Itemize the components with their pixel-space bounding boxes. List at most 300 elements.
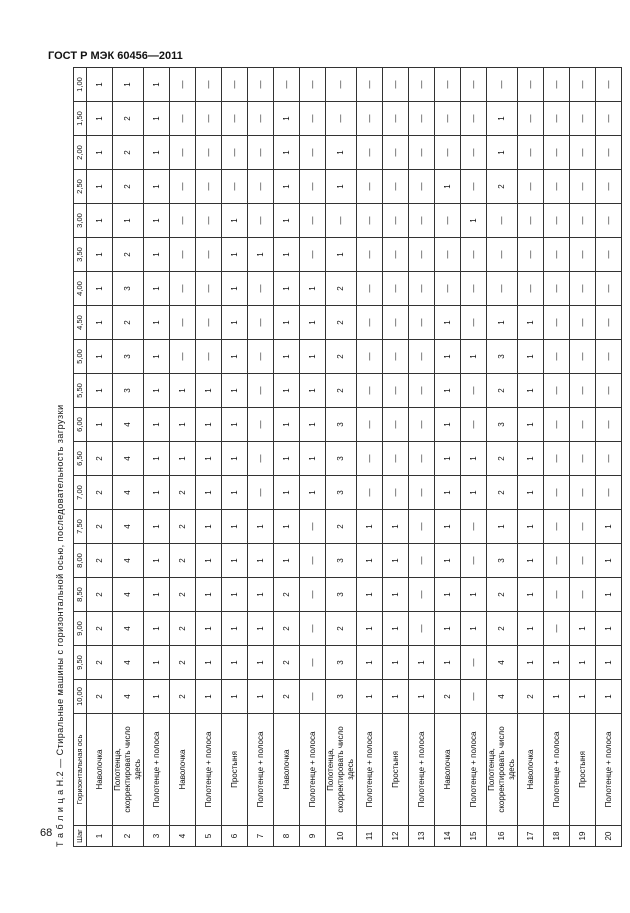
- count-cell: 4: [487, 680, 518, 714]
- count-cell: 2: [274, 680, 300, 714]
- count-cell: 1: [300, 272, 326, 306]
- table-row: [461, 68, 487, 847]
- count-cell: 1: [196, 476, 222, 510]
- count-cell: 2: [170, 646, 196, 680]
- count-cell: 2: [326, 272, 357, 306]
- count-cell: —: [383, 68, 409, 102]
- column-header-load: 2,00: [74, 136, 87, 170]
- document-header: ГОСТ Р МЭК 60456—2011: [48, 50, 183, 62]
- step-cell: 3: [144, 826, 170, 847]
- count-cell: 2: [87, 476, 113, 510]
- count-cell: —: [222, 136, 248, 170]
- count-cell: 1: [544, 680, 570, 714]
- count-cell: —: [357, 442, 383, 476]
- count-cell: —: [461, 510, 487, 544]
- axis-item-cell: Наволочка: [87, 714, 113, 826]
- count-cell: 1: [383, 544, 409, 578]
- count-cell: 1: [596, 578, 622, 612]
- count-cell: —: [435, 204, 461, 238]
- count-cell: —: [570, 340, 596, 374]
- count-cell: 1: [518, 578, 544, 612]
- axis-item-cell: Полотенца, скорректировать число здесь: [326, 714, 357, 826]
- count-cell: 1: [357, 510, 383, 544]
- count-cell: 2: [113, 170, 144, 204]
- count-cell: 3: [113, 374, 144, 408]
- count-cell: —: [170, 68, 196, 102]
- count-cell: 2: [326, 374, 357, 408]
- axis-item-cell: Полотенца, скорректировать число здесь: [113, 714, 144, 826]
- count-cell: 2: [326, 612, 357, 646]
- count-cell: 2: [170, 578, 196, 612]
- count-cell: —: [544, 306, 570, 340]
- count-cell: —: [570, 578, 596, 612]
- count-cell: 1: [357, 544, 383, 578]
- count-cell: —: [383, 136, 409, 170]
- count-cell: —: [170, 306, 196, 340]
- count-cell: —: [326, 204, 357, 238]
- count-cell: 1: [435, 306, 461, 340]
- count-cell: —: [357, 306, 383, 340]
- count-cell: 1: [196, 408, 222, 442]
- count-cell: —: [570, 544, 596, 578]
- table-row: [326, 68, 357, 847]
- count-cell: 1: [435, 510, 461, 544]
- count-cell: —: [487, 272, 518, 306]
- count-cell: 1: [87, 272, 113, 306]
- count-cell: 4: [113, 408, 144, 442]
- column-header-load: 1,00: [74, 68, 87, 102]
- count-cell: —: [383, 170, 409, 204]
- count-cell: —: [300, 238, 326, 272]
- count-cell: 2: [113, 306, 144, 340]
- count-cell: 2: [170, 612, 196, 646]
- count-cell: 2: [87, 442, 113, 476]
- column-header-load: 3,00: [74, 204, 87, 238]
- count-cell: —: [222, 102, 248, 136]
- count-cell: 1: [596, 646, 622, 680]
- step-cell: 14: [435, 826, 461, 847]
- column-header-load: 1,50: [74, 102, 87, 136]
- count-cell: 2: [326, 306, 357, 340]
- count-cell: —: [409, 204, 435, 238]
- axis-item-cell: Полотенце + полоса: [144, 714, 170, 826]
- count-cell: 2: [113, 102, 144, 136]
- count-cell: 1: [435, 476, 461, 510]
- count-cell: —: [248, 476, 274, 510]
- count-cell: —: [196, 272, 222, 306]
- count-cell: 2: [435, 680, 461, 714]
- column-header-load: 9,00: [74, 612, 87, 646]
- count-cell: 1: [248, 544, 274, 578]
- table-row: [196, 68, 222, 847]
- count-cell: 2: [113, 238, 144, 272]
- count-cell: 1: [274, 510, 300, 544]
- count-cell: —: [409, 442, 435, 476]
- count-cell: —: [409, 272, 435, 306]
- count-cell: 1: [248, 510, 274, 544]
- count-cell: —: [461, 102, 487, 136]
- count-cell: —: [170, 170, 196, 204]
- count-cell: —: [409, 544, 435, 578]
- count-cell: 1: [248, 578, 274, 612]
- count-cell: 1: [87, 204, 113, 238]
- count-cell: —: [357, 136, 383, 170]
- count-cell: 1: [518, 374, 544, 408]
- axis-item-cell: Полотенце + полоса: [248, 714, 274, 826]
- count-cell: —: [222, 68, 248, 102]
- count-cell: —: [383, 204, 409, 238]
- count-cell: —: [357, 272, 383, 306]
- count-cell: —: [409, 612, 435, 646]
- axis-item-cell: Наволочка: [435, 714, 461, 826]
- table-caption: Т а б л и ц а Н.2 — Стиральные машины с горизонтальной осью, последовательность загрузки: [55, 404, 65, 847]
- count-cell: —: [248, 136, 274, 170]
- step-cell: 4: [170, 826, 196, 847]
- count-cell: —: [461, 544, 487, 578]
- axis-item-cell: Полотенце + полоса: [300, 714, 326, 826]
- count-cell: —: [518, 68, 544, 102]
- count-cell: 2: [487, 442, 518, 476]
- column-header-load: 3,50: [74, 238, 87, 272]
- count-cell: —: [544, 68, 570, 102]
- count-cell: 3: [487, 340, 518, 374]
- count-cell: 4: [113, 612, 144, 646]
- count-cell: 4: [113, 680, 144, 714]
- count-cell: 1: [87, 68, 113, 102]
- count-cell: —: [383, 442, 409, 476]
- count-cell: —: [435, 272, 461, 306]
- count-cell: 1: [87, 170, 113, 204]
- count-cell: —: [300, 578, 326, 612]
- count-cell: 1: [518, 544, 544, 578]
- count-cell: 1: [435, 374, 461, 408]
- count-cell: —: [196, 68, 222, 102]
- count-cell: —: [383, 408, 409, 442]
- count-cell: —: [409, 170, 435, 204]
- count-cell: 2: [487, 612, 518, 646]
- count-cell: —: [300, 646, 326, 680]
- count-cell: —: [596, 408, 622, 442]
- count-cell: 1: [222, 476, 248, 510]
- count-cell: —: [326, 102, 357, 136]
- count-cell: —: [300, 68, 326, 102]
- count-cell: 1: [222, 204, 248, 238]
- count-cell: —: [170, 102, 196, 136]
- count-cell: —: [544, 510, 570, 544]
- count-cell: —: [409, 68, 435, 102]
- count-cell: —: [300, 102, 326, 136]
- count-cell: 1: [144, 442, 170, 476]
- column-header-axis: Горизонтальная ось: [74, 714, 87, 826]
- count-cell: —: [326, 68, 357, 102]
- count-cell: —: [357, 340, 383, 374]
- count-cell: —: [435, 102, 461, 136]
- table-row: [300, 68, 326, 847]
- column-header-load: 4,50: [74, 306, 87, 340]
- count-cell: —: [596, 306, 622, 340]
- count-cell: 1: [570, 680, 596, 714]
- column-header-load: 5,50: [74, 374, 87, 408]
- count-cell: 1: [170, 442, 196, 476]
- count-cell: 1: [357, 578, 383, 612]
- axis-item-cell: Простыня: [383, 714, 409, 826]
- count-cell: —: [570, 204, 596, 238]
- step-cell: 15: [461, 826, 487, 847]
- count-cell: 4: [113, 476, 144, 510]
- count-cell: 3: [326, 578, 357, 612]
- count-cell: 1: [222, 612, 248, 646]
- step-cell: 8: [274, 826, 300, 847]
- count-cell: —: [596, 68, 622, 102]
- count-cell: 3: [113, 340, 144, 374]
- count-cell: —: [409, 408, 435, 442]
- count-cell: 1: [196, 510, 222, 544]
- axis-item-cell: Наволочка: [274, 714, 300, 826]
- step-cell: 9: [300, 826, 326, 847]
- count-cell: 1: [144, 272, 170, 306]
- count-cell: 1: [461, 578, 487, 612]
- count-cell: 1: [274, 102, 300, 136]
- step-cell: 12: [383, 826, 409, 847]
- count-cell: —: [518, 204, 544, 238]
- count-cell: 1: [274, 136, 300, 170]
- count-cell: —: [461, 306, 487, 340]
- count-cell: 3: [326, 442, 357, 476]
- table-row: [570, 68, 596, 847]
- count-cell: —: [544, 170, 570, 204]
- count-cell: —: [409, 510, 435, 544]
- count-cell: 1: [222, 680, 248, 714]
- count-cell: —: [170, 238, 196, 272]
- count-cell: —: [357, 238, 383, 272]
- step-cell: 6: [222, 826, 248, 847]
- count-cell: 1: [144, 374, 170, 408]
- count-cell: —: [300, 510, 326, 544]
- count-cell: 4: [113, 510, 144, 544]
- count-cell: 1: [170, 408, 196, 442]
- count-cell: —: [248, 102, 274, 136]
- axis-item-cell: Полотенце + полоса: [544, 714, 570, 826]
- count-cell: 1: [274, 272, 300, 306]
- count-cell: 1: [300, 306, 326, 340]
- count-cell: —: [570, 408, 596, 442]
- count-cell: 2: [518, 680, 544, 714]
- count-cell: 1: [326, 136, 357, 170]
- count-cell: —: [461, 646, 487, 680]
- count-cell: 4: [113, 578, 144, 612]
- count-cell: 1: [248, 680, 274, 714]
- count-cell: 1: [518, 306, 544, 340]
- count-cell: 1: [461, 476, 487, 510]
- step-cell: 7: [248, 826, 274, 847]
- step-cell: 17: [518, 826, 544, 847]
- count-cell: —: [487, 68, 518, 102]
- column-header-load: 9,50: [74, 646, 87, 680]
- count-cell: 3: [326, 544, 357, 578]
- count-cell: 1: [87, 306, 113, 340]
- count-cell: 2: [87, 544, 113, 578]
- count-cell: 1: [383, 680, 409, 714]
- count-cell: 1: [461, 340, 487, 374]
- count-cell: —: [435, 238, 461, 272]
- count-cell: —: [300, 204, 326, 238]
- count-cell: 1: [383, 510, 409, 544]
- count-cell: —: [570, 476, 596, 510]
- count-cell: —: [248, 272, 274, 306]
- table-row: [435, 68, 461, 847]
- count-cell: —: [570, 102, 596, 136]
- count-cell: 3: [113, 272, 144, 306]
- count-cell: 1: [487, 136, 518, 170]
- count-cell: 1: [144, 238, 170, 272]
- column-header-load: 6,00: [74, 408, 87, 442]
- count-cell: 1: [144, 476, 170, 510]
- count-cell: —: [596, 272, 622, 306]
- count-cell: 1: [196, 374, 222, 408]
- count-cell: 1: [461, 442, 487, 476]
- count-cell: 1: [196, 442, 222, 476]
- count-cell: —: [300, 680, 326, 714]
- table-row: [222, 68, 248, 847]
- count-cell: —: [596, 340, 622, 374]
- count-cell: 1: [518, 646, 544, 680]
- rotated-table-block: [48, 77, 613, 847]
- count-cell: —: [196, 136, 222, 170]
- table-row: [144, 68, 170, 847]
- column-header-step: Шаг: [74, 826, 87, 847]
- axis-item-cell: Простыня: [222, 714, 248, 826]
- count-cell: 2: [487, 476, 518, 510]
- count-cell: —: [248, 442, 274, 476]
- count-cell: —: [409, 578, 435, 612]
- count-cell: 2: [113, 136, 144, 170]
- column-header-load: 8,50: [74, 578, 87, 612]
- count-cell: —: [248, 68, 274, 102]
- count-cell: —: [544, 476, 570, 510]
- count-cell: —: [570, 170, 596, 204]
- count-cell: 1: [113, 204, 144, 238]
- table-row: [248, 68, 274, 847]
- count-cell: —: [461, 408, 487, 442]
- count-cell: —: [409, 238, 435, 272]
- count-cell: 1: [196, 544, 222, 578]
- count-cell: —: [383, 102, 409, 136]
- count-cell: 1: [196, 578, 222, 612]
- count-cell: —: [248, 170, 274, 204]
- count-cell: 1: [383, 578, 409, 612]
- step-cell: 10: [326, 826, 357, 847]
- count-cell: 1: [274, 170, 300, 204]
- count-cell: 1: [274, 442, 300, 476]
- count-cell: 1: [435, 408, 461, 442]
- count-cell: 3: [326, 680, 357, 714]
- count-cell: 3: [487, 408, 518, 442]
- count-cell: —: [357, 68, 383, 102]
- count-cell: 1: [300, 408, 326, 442]
- count-cell: —: [383, 306, 409, 340]
- step-cell: 16: [487, 826, 518, 847]
- count-cell: 1: [144, 340, 170, 374]
- table-row: [409, 68, 435, 847]
- count-cell: —: [300, 544, 326, 578]
- column-header-load: 5,00: [74, 340, 87, 374]
- count-cell: 2: [170, 544, 196, 578]
- column-header-load: 2,50: [74, 170, 87, 204]
- axis-item-cell: Наволочка: [518, 714, 544, 826]
- count-cell: 1: [144, 170, 170, 204]
- count-cell: 1: [87, 136, 113, 170]
- axis-item-cell: Полотенце + полоса: [409, 714, 435, 826]
- count-cell: —: [570, 68, 596, 102]
- count-cell: 1: [144, 544, 170, 578]
- count-cell: 1: [357, 612, 383, 646]
- count-cell: 1: [144, 306, 170, 340]
- count-cell: 1: [144, 68, 170, 102]
- page-number: 68: [40, 827, 53, 839]
- table-row: [487, 68, 518, 847]
- count-cell: 1: [222, 272, 248, 306]
- count-cell: 1: [461, 204, 487, 238]
- count-cell: 1: [300, 374, 326, 408]
- count-cell: —: [383, 374, 409, 408]
- table-row: [383, 68, 409, 847]
- count-cell: —: [596, 442, 622, 476]
- count-cell: —: [357, 374, 383, 408]
- count-cell: 1: [222, 578, 248, 612]
- table-row: [544, 68, 570, 847]
- count-cell: 1: [409, 680, 435, 714]
- count-cell: —: [461, 68, 487, 102]
- count-cell: —: [196, 306, 222, 340]
- count-cell: 1: [113, 68, 144, 102]
- count-cell: —: [248, 374, 274, 408]
- count-cell: 2: [170, 476, 196, 510]
- table-header-row: [74, 68, 87, 847]
- column-header-load: 10,00: [74, 680, 87, 714]
- axis-item-cell: Полотенце + полоса: [461, 714, 487, 826]
- count-cell: —: [518, 136, 544, 170]
- step-cell: 1: [87, 826, 113, 847]
- count-cell: —: [248, 204, 274, 238]
- count-cell: —: [596, 136, 622, 170]
- count-cell: —: [248, 340, 274, 374]
- count-cell: —: [357, 408, 383, 442]
- count-cell: 1: [222, 408, 248, 442]
- count-cell: 1: [596, 510, 622, 544]
- count-cell: —: [357, 476, 383, 510]
- count-cell: —: [170, 272, 196, 306]
- count-cell: 1: [518, 442, 544, 476]
- count-cell: 1: [144, 510, 170, 544]
- count-cell: 1: [87, 340, 113, 374]
- axis-item-cell: Простыня: [570, 714, 596, 826]
- count-cell: —: [544, 612, 570, 646]
- count-cell: —: [570, 238, 596, 272]
- count-cell: —: [222, 170, 248, 204]
- column-header-load: 8,00: [74, 544, 87, 578]
- count-cell: 2: [87, 578, 113, 612]
- axis-item-cell: Наволочка: [170, 714, 196, 826]
- count-cell: —: [544, 544, 570, 578]
- count-cell: —: [461, 272, 487, 306]
- count-cell: —: [544, 578, 570, 612]
- count-cell: 1: [144, 578, 170, 612]
- count-cell: 2: [274, 612, 300, 646]
- count-cell: —: [196, 340, 222, 374]
- count-cell: —: [196, 238, 222, 272]
- count-cell: 2: [87, 646, 113, 680]
- count-cell: 3: [326, 408, 357, 442]
